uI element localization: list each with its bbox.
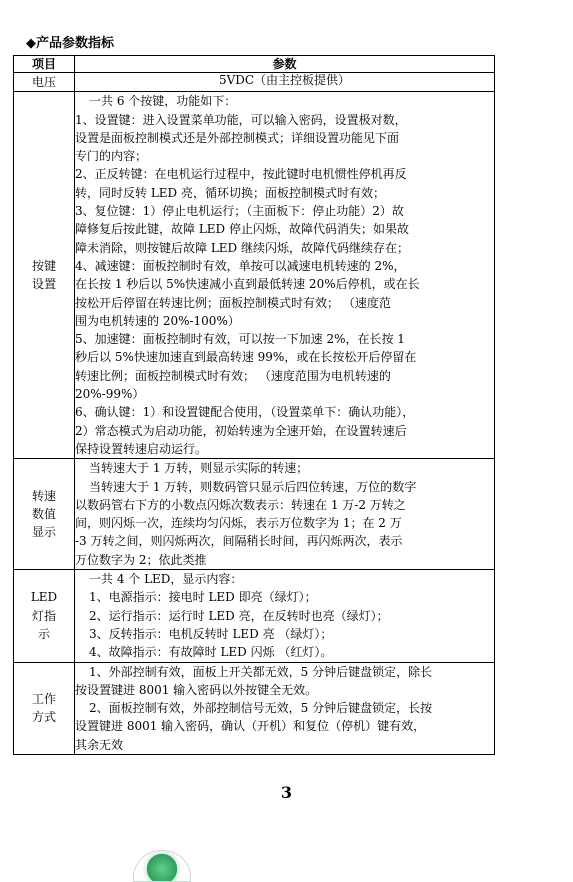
content-line: 4、故障指示：有故障时 LED 闪烁 （红灯）。 xyxy=(89,645,333,660)
content-line: 5、加速键：面板控制时有效，可以按一下加速 2%，在长按 1 xyxy=(75,332,405,347)
content-line: 设置是面板控制模式还是外部控制模式；详细设置功能见下面 xyxy=(75,130,400,145)
content-line: 5VDC（由主控板提供） xyxy=(218,73,351,87)
content-line: 间，则闪烁一次，连续均匀闪烁，表示万位数字为 1；在 2 万 xyxy=(75,516,402,531)
label-line: 显示 xyxy=(31,525,56,540)
page-number: 3 xyxy=(280,783,293,802)
row-work-mode xyxy=(14,662,495,754)
content-line: 3、反转指示：电机反转时 LED 亮 （绿灯）； xyxy=(89,626,333,641)
content-line: 在长按 1 秒后以 5%快速减小直到最低转速 20%后停机，或在长 xyxy=(75,277,420,292)
content-line: 2）常态模式为启动功能，初始转速为全速开始，在设置转速后 xyxy=(75,423,407,438)
row-content xyxy=(75,459,495,570)
content-line: 按松开后停留在转速比例；面板控制模式时有效； （速度范 xyxy=(75,295,391,310)
content-line: 一共 6 个按键，功能如下： xyxy=(89,94,237,109)
row-label xyxy=(14,73,75,92)
content-line: 2、运行指示：运行时 LED 亮，在反转时也亮（绿灯）； xyxy=(89,608,389,623)
content-line: 转，同时反转 LED 亮，循环切换；面板控制模式时有效； xyxy=(75,185,385,200)
section-title: ◆产品参数指标 xyxy=(26,36,114,51)
content-line: 20%-99%） xyxy=(75,387,145,402)
label-line: LED xyxy=(30,590,58,605)
product-parameter-table xyxy=(13,55,495,755)
row-content xyxy=(75,92,495,459)
row-content xyxy=(75,570,495,662)
content-line: 障修复后按此键，故障 LED 停止闪烁，故障代码消失；如果故 xyxy=(75,222,409,237)
row-led-indicator xyxy=(14,570,495,662)
label-line: 转速 xyxy=(31,488,56,503)
content-line: 2、正反转键：在电机运行过程中，按此键时电机惯性停机再反 xyxy=(75,167,407,182)
header-param: 参数 xyxy=(75,56,495,73)
row-label xyxy=(14,459,75,570)
content-line: 4、减速键：面板控制时有效，单按可以减速电机转速的 2%， xyxy=(75,258,406,273)
content-line: 专门的内容； xyxy=(75,149,148,164)
row-content xyxy=(75,73,495,92)
content-line: 以数码管右下方的小数点闪烁次数表示：转速在 1 万-2 万转之 xyxy=(75,497,406,512)
label-line: 电压 xyxy=(31,75,56,89)
content-line: 设置键进 8001 输入密码，确认（开机）和复位（停机）键有效， xyxy=(75,719,426,734)
content-line: 1、外部控制有效，面板上开关都无效，5 分钟后键盘锁定，除长 xyxy=(89,664,433,679)
content-line: -3 万转之间，则闪烁两次，间隔稍长时间，再闪烁两次，表示 xyxy=(75,534,403,549)
content-line: 障未消除，则按键后故障 LED 继续闪烁，故障代码继续存在； xyxy=(75,240,409,255)
content-line: 围为电机转速的 20%-100%） xyxy=(75,313,240,328)
label-line: 灯指 xyxy=(31,608,56,623)
logo-icon xyxy=(133,850,191,882)
content-line: 转速比例；面板控制模式时有效； （速度范围为电机转速的 xyxy=(75,368,391,383)
content-line: 1、设置键：进入设置菜单功能，可以输入密码，设置极对数， xyxy=(75,112,407,127)
row-label xyxy=(14,92,75,459)
row-content xyxy=(75,662,495,754)
content-line: 秒后以 5%快速加速直到最高转速 99%，或在长按松开后停留在 xyxy=(75,350,417,365)
label-line: 方式 xyxy=(31,710,56,725)
content-line: 其余无效 xyxy=(75,737,124,752)
content-line: 6、确认键：1）和设置键配合使用，（设置菜单下：确认功能）， xyxy=(75,405,415,420)
label-line: 设置 xyxy=(31,277,56,292)
header-item: 项目 xyxy=(14,56,75,73)
content-line: 2、面板控制有效，外部控制信号无效，5 分钟后键盘锁定，长按 xyxy=(89,701,433,716)
content-line: 1、电源指示：接电时 LED 即亮（绿灯）； xyxy=(89,590,317,605)
content-line: 万位数字为 2；依此类推 xyxy=(75,552,207,567)
content-line: 3、复位键：1）停止电机运行；（主面板下：停止功能）2）故 xyxy=(75,204,404,219)
row-keys xyxy=(14,92,495,459)
row-voltage xyxy=(14,73,495,92)
label-line: 按键 xyxy=(31,258,56,273)
label-line: 示 xyxy=(37,626,50,641)
row-label xyxy=(14,570,75,662)
table-header-row xyxy=(14,56,495,73)
content-line: 当转速大于 1 万转，则数码管只显示后四位转速，万位的数字 xyxy=(89,479,417,494)
content-line: 按设置键进 8001 输入密码以外按键全无效。 xyxy=(75,682,318,697)
content-line: 一共 4 个 LED，显示内容： xyxy=(89,572,243,587)
content-line: 当转速大于 1 万转，则显示实际的转速； xyxy=(89,461,309,476)
row-speed-display xyxy=(14,459,495,570)
row-label xyxy=(14,662,75,754)
label-line: 工作 xyxy=(31,691,56,706)
label-line: 数值 xyxy=(31,506,56,521)
content-line: 保持设置转速启动运行。 xyxy=(75,441,208,456)
